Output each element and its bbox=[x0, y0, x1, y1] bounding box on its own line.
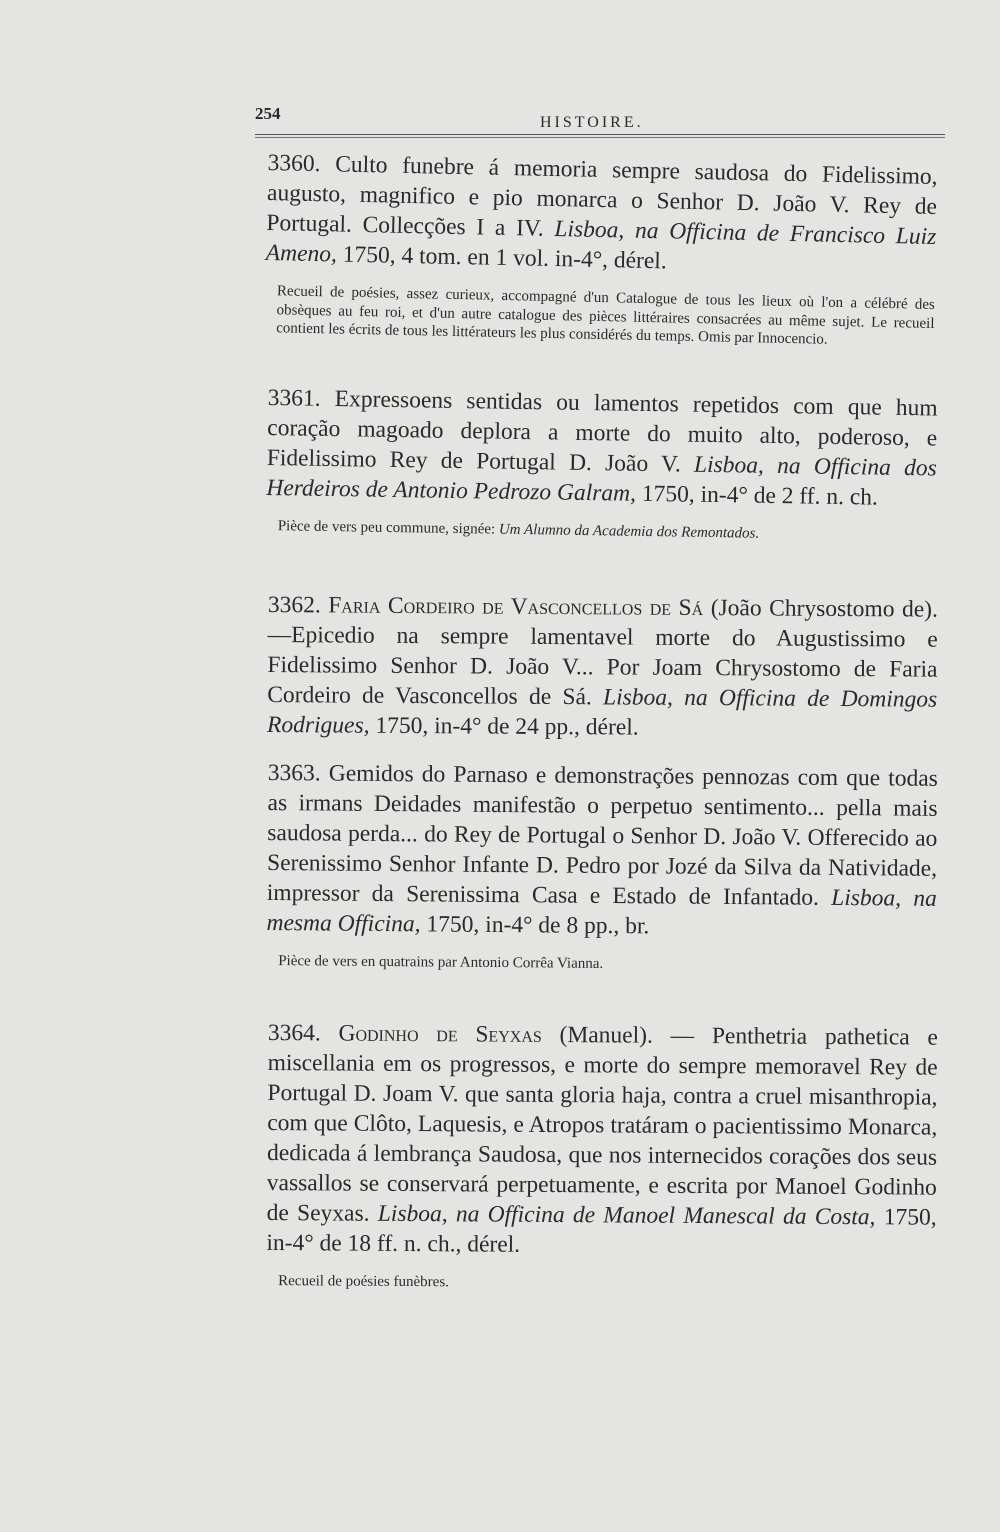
entry-title: Gemidos do Parnaso e demonstrações pennozas com que todas as irmans Deidades manifestão o perpetuo sentimento... pella mais saudosa perda... do Rey de Portugal o Senhor D. João V. Offerecido ao Serenissimo Senhor Infante D. Pedro por Jozé da Silva da Natividade, impressor da Serenissima Casa e Estado de Infantado. bbox=[266, 760, 938, 911]
entry-body bbox=[266, 383, 938, 514]
entry-3361 bbox=[266, 383, 938, 546]
entry-note-text: Pièce de vers peu commune, signée: bbox=[277, 518, 500, 538]
entry-details: 1750, in-4° de 18 ff. n. ch., dérel. bbox=[266, 1204, 937, 1258]
entry-3364 bbox=[266, 1018, 938, 1295]
entry-note-signature: Um Alumno da Academia dos Remontados. bbox=[498, 521, 760, 542]
entry-number: 3360. bbox=[267, 149, 321, 178]
entry-imprint: Lisboa, na Officina dos Herdeiros de Antonio Pedrozo Galram, bbox=[266, 451, 937, 507]
entry-imprint: Lisboa, na Officina de Domingos Rodrigues, bbox=[266, 684, 938, 739]
entry-note: Recueil de poésies funèbres. bbox=[278, 1273, 449, 1291]
entry-3360 bbox=[264, 148, 938, 351]
entry-title: Expressoens sentidas ou lamentos repetidos com que hum coração magoado deplora a morte do muito alto, poderoso, e Fidelissimo Rey de Portugal D. João V. bbox=[266, 385, 938, 478]
running-head: HISTOIRE. bbox=[540, 114, 644, 131]
entry-number: 3364. bbox=[267, 1019, 321, 1047]
header-rule bbox=[255, 134, 945, 135]
entry-body bbox=[266, 1018, 938, 1263]
entry-number: 3363. bbox=[267, 759, 321, 787]
page-number: 254 bbox=[255, 104, 281, 123]
entry-body bbox=[267, 590, 938, 745]
entry-details: 1750, in-4° de 2 ff. n. ch. bbox=[635, 480, 879, 511]
entry-note bbox=[278, 517, 936, 546]
entry-title: Culto funebre á memoria sempre saudosa do Fidelissimo, augusto, magnifico e pio monarca o Senhor D. João V. Rey de Portugal. Collecções I a IV. bbox=[266, 151, 938, 243]
header-rule-double bbox=[255, 137, 945, 138]
entry-details: 1750, 4 tom. en 1 vol. in-4°, dérel. bbox=[336, 241, 668, 275]
entry-note: Pièce de vers en quatrains par Antonio Corrêa Vianna. bbox=[278, 953, 604, 972]
entry-details: 1750, in-4° de 24 pp., dérel. bbox=[369, 712, 639, 741]
entry-imprint: Lisboa, na Officina de Manoel Manescal da Costa, bbox=[377, 1200, 876, 1231]
entry-author: Godinho de Seyxas bbox=[338, 1020, 542, 1048]
entry-3362 bbox=[267, 590, 938, 745]
entry-title: (João Chrysostomo de). —Epicedio na sempre lamentavel morte do Augustissimo e Fidelissimo Senhor D. João V... Por Joam Chrysostomo de Faria Cordeiro de Vasconcellos de Sá. bbox=[267, 595, 938, 711]
page-header bbox=[255, 104, 945, 140]
entry-number: 3361. bbox=[267, 384, 321, 412]
entry-imprint: Lisboa, na mesma Officina, bbox=[266, 884, 937, 938]
entry-title: (Manuel). — Penthetria pathetica e miscellania em os progressos, e morte do sempre memoravel Rey de Portugal D. Joam V. que santa gloria haja, contra a cruel misanthropia, com que Clôto, Laquesis, e Atropos tratáram o pacientissimo Monarca, dedicada á lembrança Saudosa, que nos internecidos corações dos seus vassallos se conservará perpetuamente, e escrita por Manoel Godinho de Seyxas. bbox=[266, 1021, 938, 1227]
entry-details: 1750, in-4° de 8 pp., br. bbox=[420, 911, 650, 940]
entry-3363 bbox=[266, 758, 938, 976]
entry-body bbox=[266, 758, 938, 944]
entry-number: 3362. bbox=[267, 591, 321, 619]
entry-imprint: Lisboa, na Officina de Francisco Luiz Ameno, bbox=[265, 216, 937, 268]
entry-note: Recueil de poésies, assez curieux, accompagné d'un Catalogue de tous les lieux où l'on a célébré des obsèques au feu roi, et d'un autre catalogue des pièces littéraires consacrées au même sujet. Le recueil contient les écrits de tous les littérateurs les plus considérés du temps. Omis par Innocencio. bbox=[276, 283, 936, 348]
entry-body bbox=[265, 148, 937, 282]
entry-author: Faria Cordeiro de Vasconcellos de Sá bbox=[328, 592, 704, 622]
